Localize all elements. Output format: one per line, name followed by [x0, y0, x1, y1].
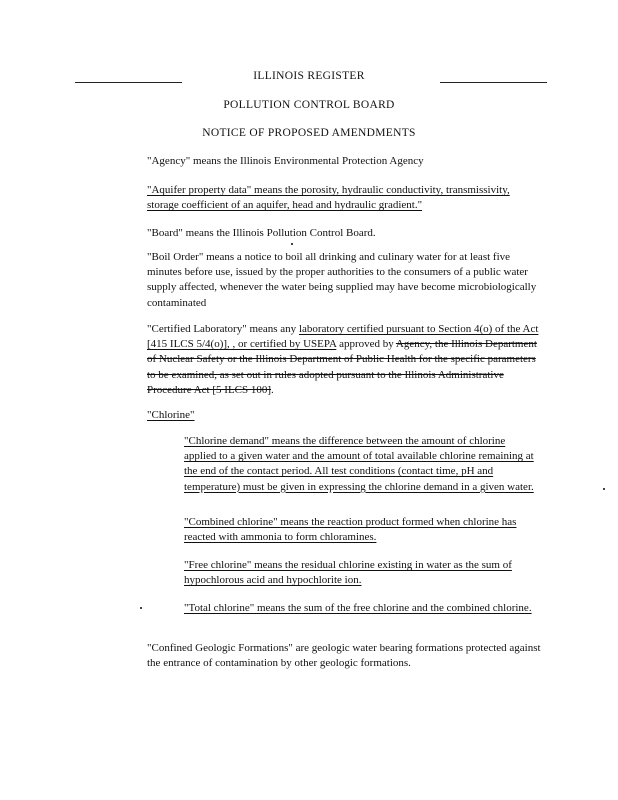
definition-chlorine-demand: "Chlorine demand" means the difference between the amount of chlorine applied to a given water and the amount of total available chlorine remaining at the end of the contact period. All test conditions (contact time, pH and temperature) must be given in expressing the chlorine demand in a given water. [184, 435, 534, 493]
definition-confined-geologic-formations: "Confined Geologic Formations" are geologic water bearing formations protected against the entrance of contamination by other geologic formations. [147, 642, 541, 670]
certified-lab-text-1: "Certified Laboratory" means any [147, 323, 299, 335]
certified-lab-text-3: . [271, 383, 274, 396]
board-title: POLLUTION CONTROL BOARD [223, 99, 395, 111]
definition-boil-order: "Boil Order" means a notice to boil all drinking and culinary water for at least five minutes before use, issued by the proper authorities to the consumers of a public water supply affected, whenever the water being supplied may have become microbiologically contaminated [147, 251, 537, 309]
definition-board: "Board" means the Illinois Pollution Control Board. [147, 227, 376, 239]
certified-lab-text-2: approved by [336, 338, 396, 351]
definition-free-chlorine: "Free chlorine" means the residual chlorine existing in water as the sum of hypochlorous acid and hypochlorite ion. [184, 559, 512, 587]
definition-chlorine-heading: "Chlorine" [147, 409, 195, 421]
scan-speck [291, 243, 293, 245]
scan-speck [603, 488, 605, 490]
definition-agency: "Agency" means the Illinois Environmental Protection Agency [147, 155, 424, 167]
scan-speck [140, 607, 142, 609]
definition-combined-chlorine: "Combined chlorine" means the reaction product formed when chlorine has reacted with ammonia to form chloramines. [184, 516, 517, 544]
certified-lab-inserted-text: laboratory certified pursuant to Section 4(o) of the Act [415 ILCS 5/4(o)], , or certified by USEPA [147, 323, 539, 351]
certified-lab-deleted-text: Agency, the Illinois Department of Nuclear Safety or the Illinois Department of Public Health for the specific parameters to be examined, as set out in rules adopted pursuant to the Illinois Administrative Procedure Act [5 ILCS 100] [147, 338, 537, 396]
definition-total-chlorine: "Total chlorine" means the sum of the free chlorine and the combined chlorine. [184, 602, 532, 614]
register-title: ILLINOIS REGISTER [253, 70, 365, 82]
header-right-rule [440, 82, 547, 83]
header-left-rule [75, 82, 182, 83]
notice-title: NOTICE OF PROPOSED AMENDMENTS [202, 127, 416, 139]
definition-aquifer-property-data: "Aquifer property data" means the porosity, hydraulic conductivity, transmissivity, storage coefficient of an aquifer, head and hydraulic gradient." [147, 184, 510, 212]
definition-certified-laboratory [147, 322, 542, 398]
